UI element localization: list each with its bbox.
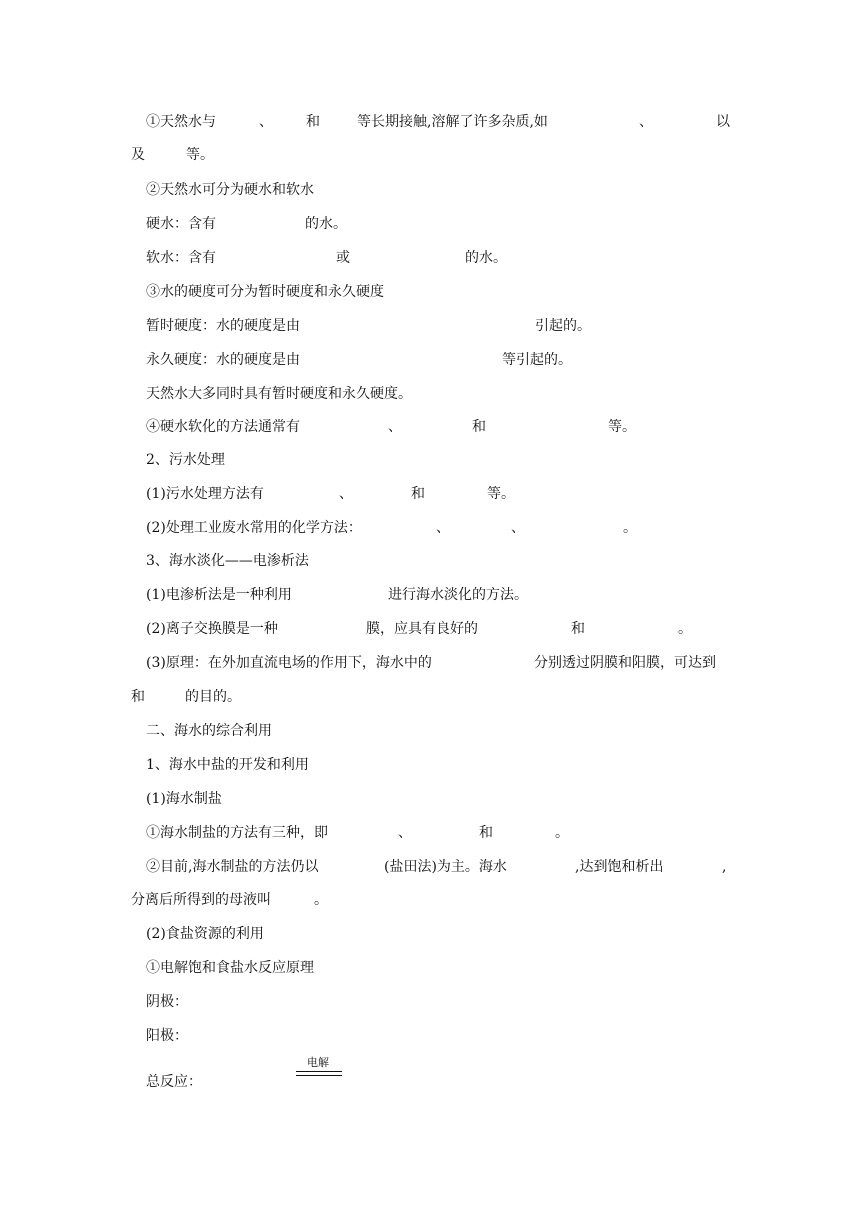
text-segment: 和 [306,114,320,130]
text-segment: 等。 [487,486,515,502]
text-segment: 进行海水淡化的方法。 [388,587,528,603]
text-segment: 等长期接触,溶解了许多杂质,如 [357,114,548,130]
text-line [0,687,860,707]
text-line [0,755,860,775]
text-line [0,857,860,877]
text-segment: 和 [479,825,493,841]
text-segment: 等引起的。 [502,352,572,368]
text-line [0,823,860,843]
text-line [0,384,860,404]
text-segment: 、 [259,114,273,130]
text-segment: 引起的。 [535,318,591,334]
text-segment: 天然水大多同时具有暂时硬度和永久硬度。 [146,386,412,402]
reaction-double-bar [296,1075,342,1076]
text-line [0,350,860,370]
text-segment: 、 [639,114,653,130]
text-segment: 2、污水处理 [146,452,225,468]
text-segment: 阴极： [146,994,188,1010]
text-segment: 分离后所得到的母液叫 [131,892,271,908]
text-segment: ②天然水可分为硬水和软水 [146,182,314,198]
text-line [0,789,860,809]
text-segment: 的水。 [465,250,507,266]
text-line [0,214,860,234]
text-segment: (2)食盐资源的利用 [146,926,264,942]
text-segment: ④硬水软化的方法通常有 [146,419,300,435]
text-line [0,450,860,470]
text-segment: 以 [716,114,730,130]
text-line [0,890,860,910]
text-segment: 、 [339,486,353,502]
text-line [0,1072,860,1092]
text-segment: 或 [336,250,350,266]
text-segment: (2)离子交换膜是一种 [146,621,278,637]
text-segment: 阳极： [146,1028,188,1044]
text-segment: (2)处理工业废水常用的化学方法： [146,520,362,536]
text-segment: 等。 [608,419,636,435]
text-segment: 。 [555,825,569,841]
text-segment: 硬水：含有 [146,216,216,232]
text-segment: , [722,859,727,875]
text-segment: 总反应： [146,1074,202,1090]
text-line [0,585,860,605]
text-segment: (盐田法)为主。海水 [384,859,507,875]
text-line [0,484,860,504]
text-segment: 暂时硬度：水的硬度是由 [146,318,300,334]
text-segment: 。 [678,621,692,637]
text-line [0,316,860,336]
text-segment: 。 [314,892,328,908]
text-segment: 1、海水中盐的开发和利用 [146,757,309,773]
text-segment: ①海水制盐的方法有三种，即 [146,825,328,841]
text-line [0,180,860,200]
text-segment: 、 [398,825,412,841]
text-segment: 和 [472,419,486,435]
text-segment: 软水：含有 [146,250,216,266]
text-segment: 膜，应具有良好的 [366,621,478,637]
text-line [0,721,860,741]
text-segment: 永久硬度：水的硬度是由 [146,352,300,368]
text-line [0,112,860,132]
reaction-condition-label: 电解 [307,1056,329,1069]
text-segment: 、 [436,520,450,536]
text-segment: (1)污水处理方法有 [146,486,264,502]
text-segment: ③水的硬度可分为暂时硬度和永久硬度 [146,284,384,300]
text-segment: 及 [131,147,145,163]
text-segment: ,达到饱和析出 [575,859,664,875]
text-segment: 等。 [186,147,214,163]
text-segment: 和 [131,689,145,705]
text-segment: 分别透过阴膜和阳膜，可达到 [534,655,716,671]
text-segment: (3)原理：在外加直流电场的作用下，海水中的 [146,655,432,671]
text-segment: 和 [411,486,425,502]
text-segment: 的目的。 [185,689,241,705]
text-segment: 3、海水淡化——电渗析法 [146,553,309,569]
text-segment: 、 [388,419,402,435]
text-segment: ②目前,海水制盐的方法仍以 [146,859,319,875]
text-segment: (1)电渗析法是一种利用 [146,587,292,603]
text-line [0,1026,860,1046]
text-line [0,958,860,978]
text-segment: 。 [623,520,637,536]
text-segment: ①天然水与 [146,114,216,130]
text-segment: ①电解饱和食盐水反应原理 [146,960,314,976]
text-segment: 和 [571,621,585,637]
text-segment: 二、海水的综合利用 [146,723,272,739]
reaction-double-bar [296,1071,342,1072]
text-segment: (1)海水制盐 [146,791,222,807]
text-segment: 的水。 [305,216,347,232]
text-line [0,551,860,571]
text-line [0,518,860,538]
text-segment: 、 [511,520,525,536]
text-line [0,924,860,944]
text-line [0,619,860,639]
text-line [0,145,860,165]
text-line [0,248,860,268]
text-line [0,653,860,673]
text-line [0,992,860,1012]
text-line [0,417,860,437]
text-line [0,282,860,302]
